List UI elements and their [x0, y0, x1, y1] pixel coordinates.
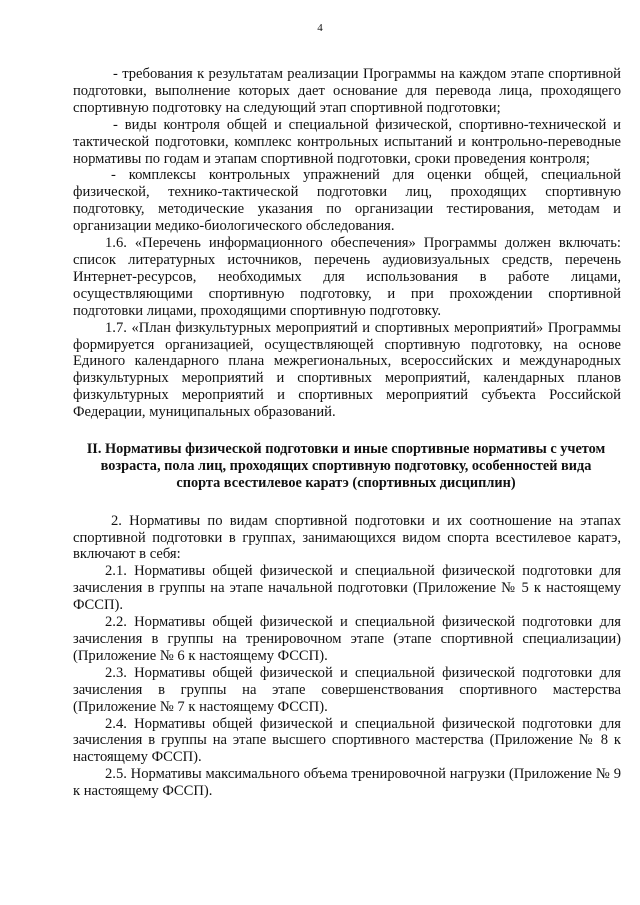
- section-ii-body: [73, 513, 621, 800]
- requirement-item-control-types: - виды контроля общей и специальной физической, спортивно-технической и тактической подготовки, комплекс контрольных испытаний и контрольно-переводные нормативы по годам и этапам спортивной подготовки, сроки проведения контроля;: [73, 116, 621, 167]
- clause-2-2: 2.2. Нормативы общей физической и специальной физической подготовки для зачисления в группы на тренировочном этапе (этапе спортивной специализации) (Приложение № 6 к настоящему ФССП).: [73, 614, 621, 664]
- page-number: 4: [317, 22, 323, 34]
- clause-1-6: 1.6. «Перечень информационного обеспечения» Программы должен включать: список литературных источников, перечень аудиовизуальных средств, перечень Интернет-ресурсов, необходимых для использования в работе лицами, осуществляющими спортивную подготовку, и при прохождении спортивной подготовки лицами, проходящими спортивную подготовку.: [73, 235, 621, 319]
- clause-2-3: 2.3. Нормативы общей физической и специальной физической подготовки для зачисления в группы на этапе совершенствования спортивного мастерства (Приложение № 7 к настоящему ФССП).: [73, 664, 621, 715]
- section-heading: II. Нормативы физической подготовки и иные спортивные нормативы с учетом возраста, пола лиц, проходящих спортивную подготовку, особенностей вида спорта всестилевое каратэ (спортивных дисциплин): [86, 441, 606, 492]
- document-body: [73, 66, 621, 800]
- requirement-item-control-exercises: - комплексы контрольных упражнений для оценки общей, специальной физической, технико-тактической подготовки лиц, проходящих спортивную подготовку, методические указания по организации тестирования, методам и организации медико-биологического обследования.: [73, 167, 621, 235]
- clause-2-5: 2.5. Нормативы максимального объема тренировочной нагрузки (Приложение № 9 к настоящему ФССП).: [73, 766, 621, 800]
- requirements-list: [73, 66, 621, 421]
- clause-2: 2. Нормативы по видам спортивной подготовки и их соотношение на этапах спортивной подготовки в группах, занимающихся видом спорта всестилевое каратэ, включают в себя:: [73, 512, 621, 563]
- clause-2-4: 2.4. Нормативы общей физической и специальной физической подготовки для зачисления в группы на этапе высшего спортивного мастерства (Приложение № 8 к настоящему ФССП).: [73, 715, 621, 766]
- clause-1-7: 1.7. «План физкультурных мероприятий и спортивных мероприятий» Программы формируется организацией, осуществляющей спортивную подготовку, на основе Единого календарного плана межрегиональных, всероссийских и международных физкультурных мероприятий и спортивных мероприятий, календарных планов физкультурных мероприятий и спортивных мероприятий субъекта Российской Федерации, муниципальных образований.: [73, 319, 621, 421]
- requirement-item-results: - требования к результатам реализации Программы на каждом этапе спортивной подготовки, выполнение которых дает основание для перевода лица, проходящего спортивную подготовку на следующий этап спортивной подготовки;: [73, 66, 621, 116]
- clause-2-1: 2.1. Нормативы общей физической и специальной физической подготовки для зачисления в группы на этапе начальной подготовки (Приложение № 5 к настоящему ФССП).: [73, 563, 621, 614]
